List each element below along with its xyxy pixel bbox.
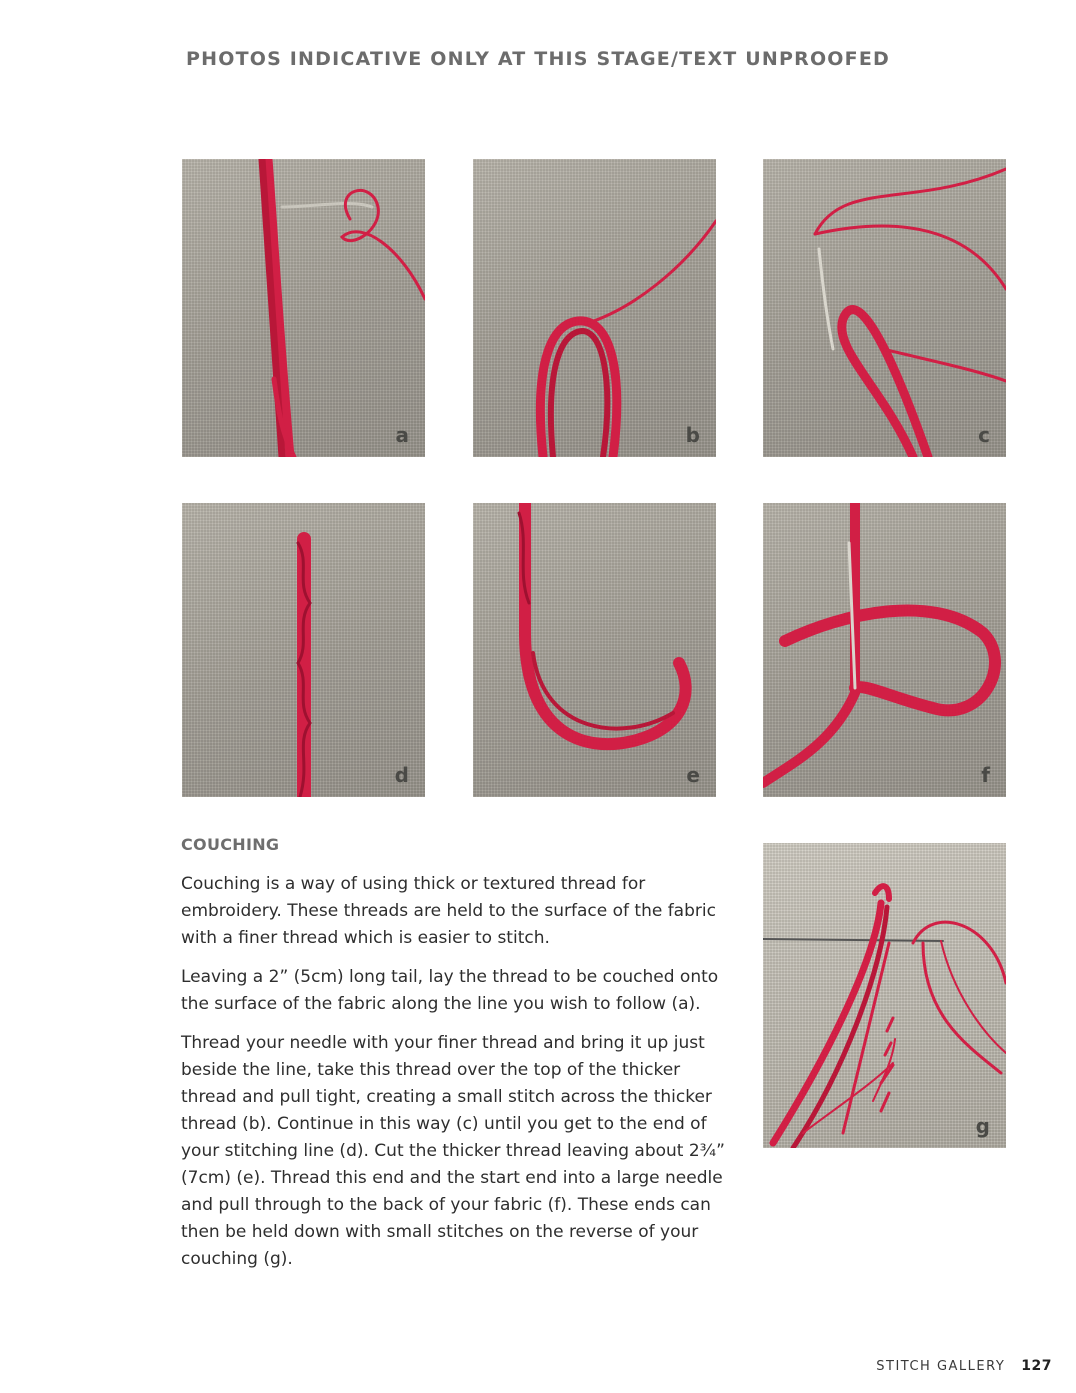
thread-illustration-a — [182, 159, 425, 457]
step-photo-c — [763, 159, 1006, 457]
proof-banner: PHOTOS INDICATIVE ONLY AT THIS STAGE/TEXT UNPROOFED — [186, 48, 890, 70]
page-footer — [876, 1358, 1052, 1374]
thread-illustration-g — [763, 843, 1006, 1148]
instructions-body — [181, 871, 741, 1285]
thread-illustration-c — [763, 159, 1006, 457]
photo-label-c: c — [978, 423, 990, 447]
photo-label-e: e — [686, 763, 700, 787]
section-title: COUCHING — [181, 835, 280, 854]
step-photo-a — [182, 159, 425, 457]
page-number: 127 — [1021, 1358, 1052, 1374]
step-photo-d — [182, 503, 425, 797]
photo-label-b: b — [685, 423, 700, 447]
paragraph-intro: Couching is a way of using thick or textured thread for embroidery. These threads are held to the surface of the fabric with a finer thread which is easier to stitch. — [181, 874, 716, 948]
thread-illustration-e — [473, 503, 716, 797]
step-photo-g — [763, 843, 1006, 1148]
step-photo-e — [473, 503, 716, 797]
paragraph-step-a: Leaving a 2” (5cm) long tail, lay the thread to be couched onto the surface of the fabric along the line you wish to follow (a). — [181, 967, 719, 1014]
thread-illustration-b — [473, 159, 716, 457]
photo-label-a: a — [395, 423, 409, 447]
thread-illustration-d — [182, 503, 425, 797]
paragraph-steps-b-g: Thread your needle with your finer thread and bring it up just beside the line, take this thread over the top of the thicker thread and pull tight, creating a small stitch across the thicker thread (b). Continue in this way (c) until you get to the end of your stitching line (d). Cut the thicker thread leaving about 2¾” (7cm) (e). Thread this end and the start end into a large needle and pull through to the back of your fabric (f). These ends can then be held down with small stitches on the reverse of your couching (g). — [181, 1033, 725, 1269]
step-photo-f — [763, 503, 1006, 797]
photo-label-g: g — [975, 1114, 990, 1138]
photo-label-d: d — [394, 763, 409, 787]
photo-label-f: f — [981, 763, 990, 787]
thread-illustration-f — [763, 503, 1006, 797]
footer-section-name: STITCH GALLERY — [876, 1359, 1006, 1374]
step-photo-b — [473, 159, 716, 457]
